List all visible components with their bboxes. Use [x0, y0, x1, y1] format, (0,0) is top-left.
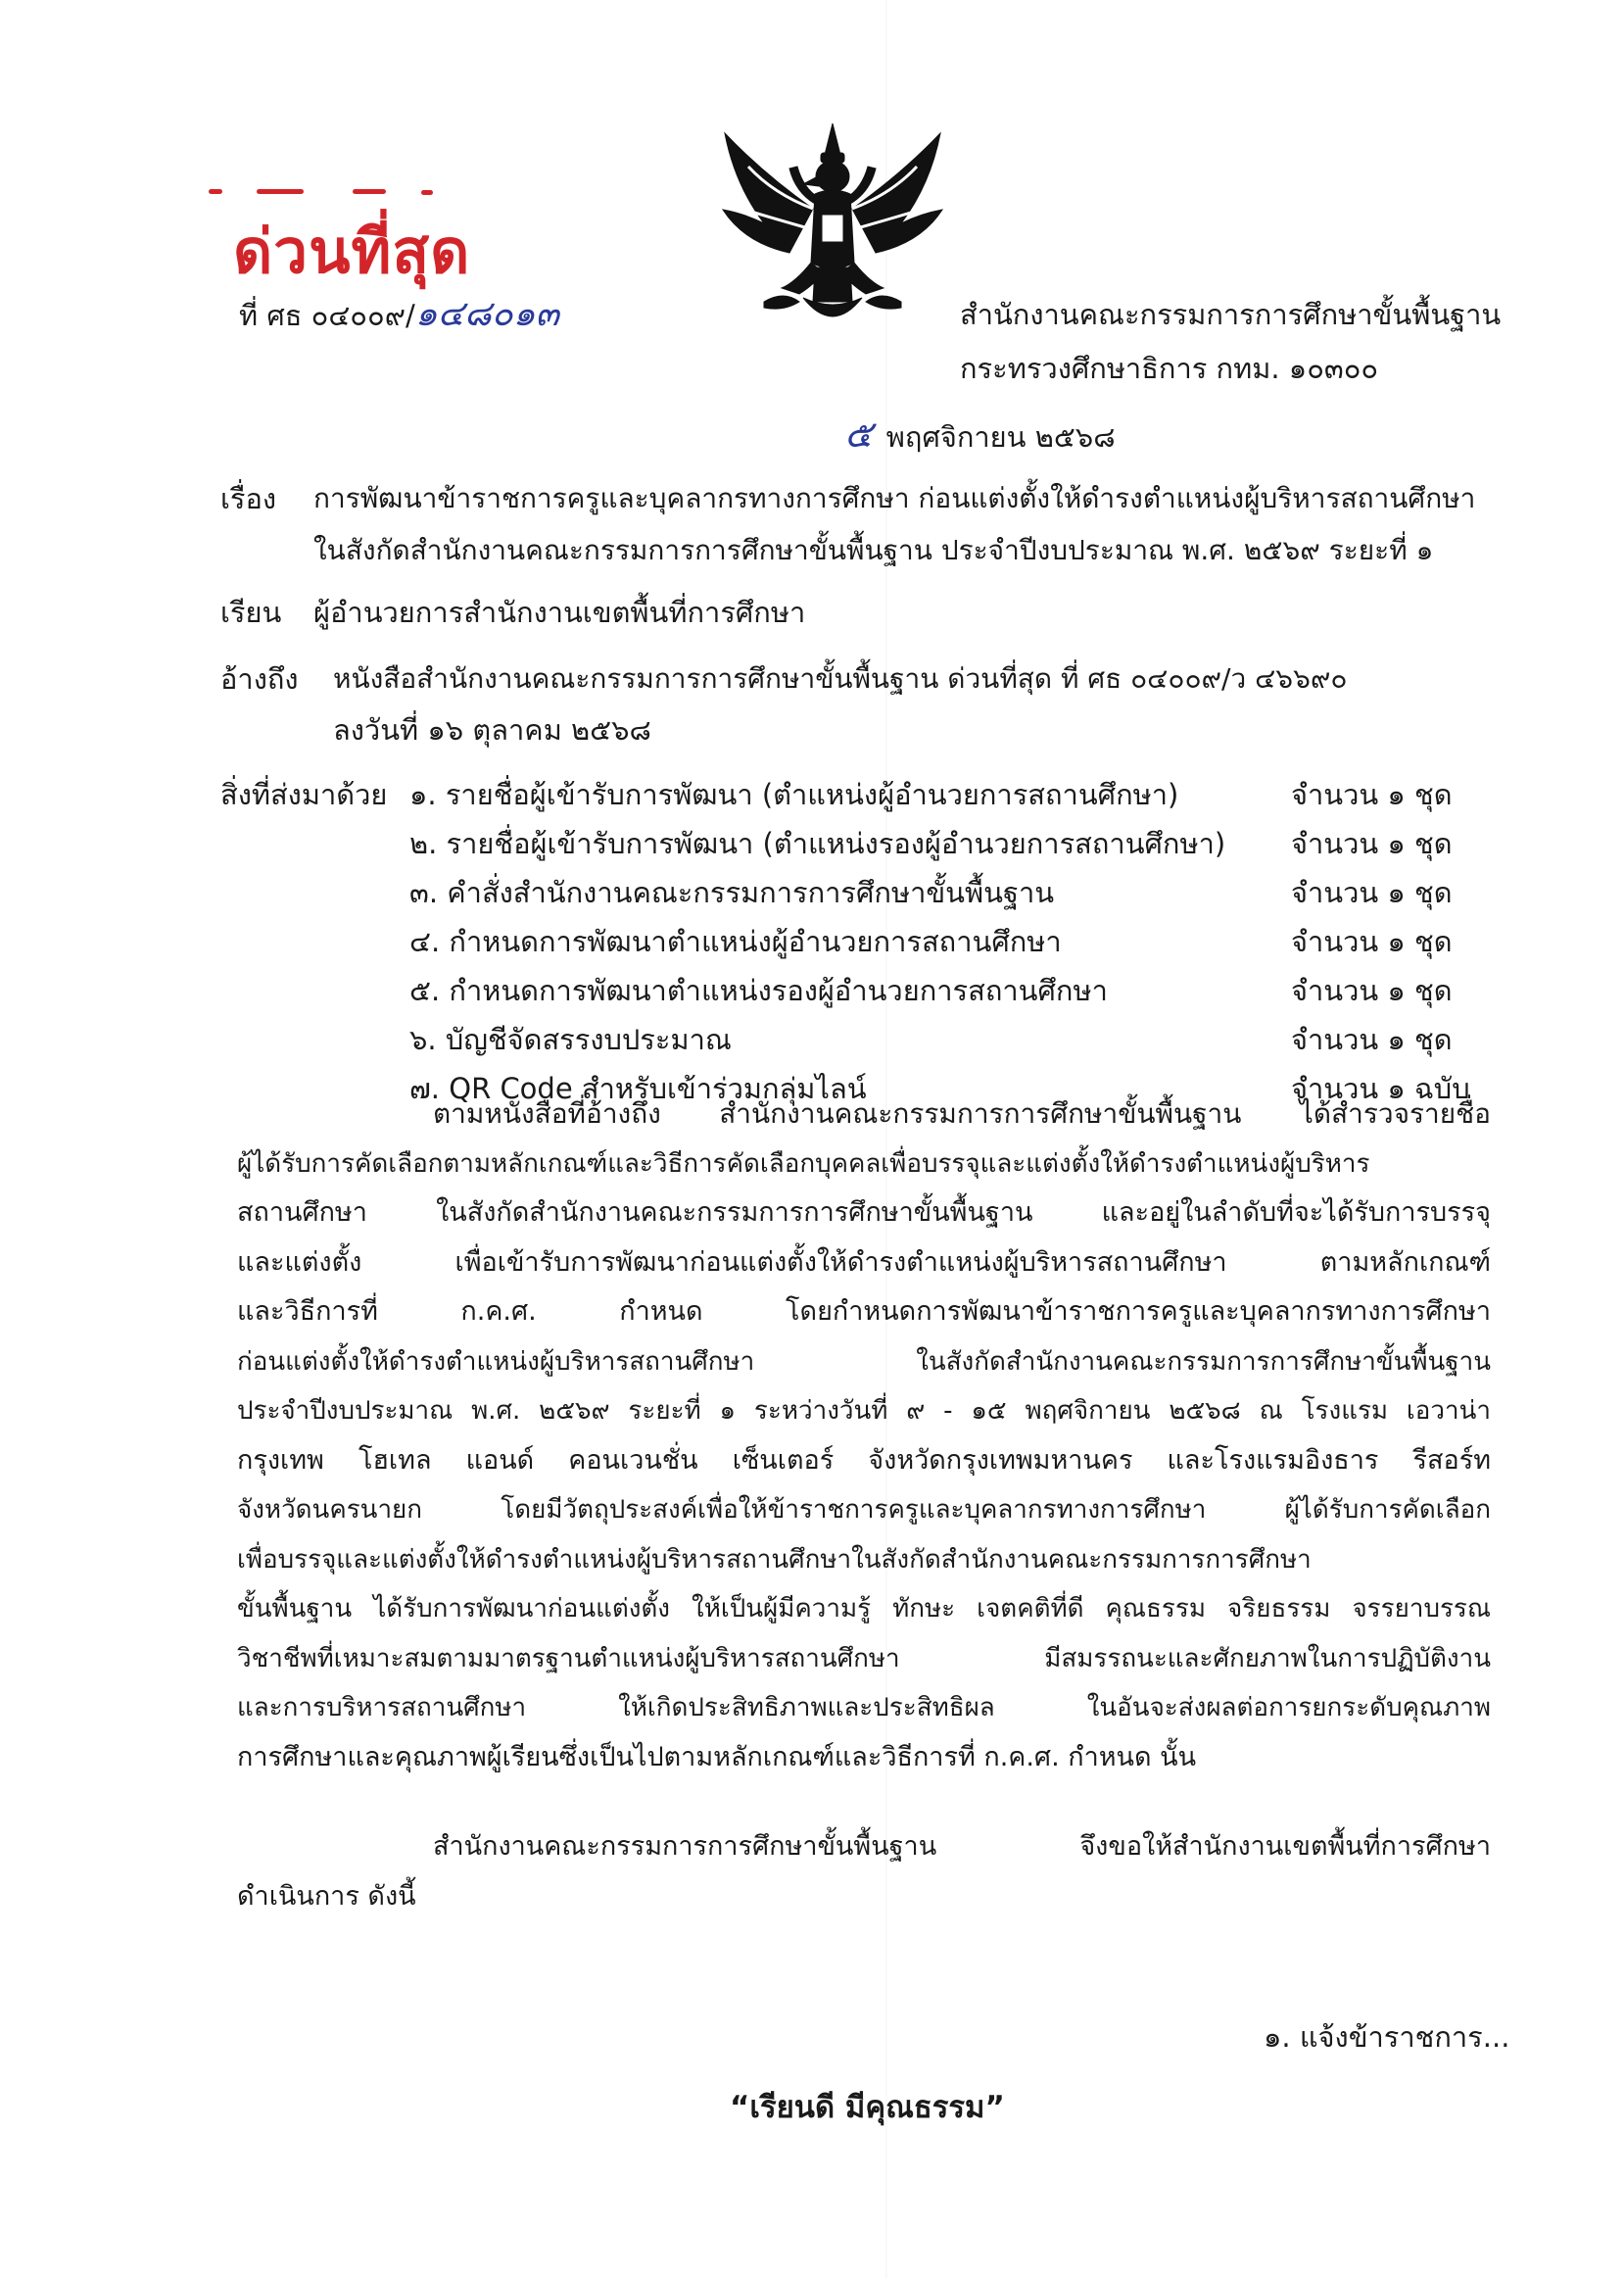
enclosure-qty: จำนวน ๑ ชุด	[1291, 925, 1453, 958]
body-paragraph-1	[237, 1090, 1491, 1782]
enclosure-qty: จำนวน ๑ ฉบับ	[1291, 1072, 1470, 1105]
subject-line-2: ในสังกัดสำนักงานคณะกรรมการการศึกษาขั้นพื้นฐาน ประจำปีงบประมาณ พ.ศ. ๒๕๖๙ ระยะที่ ๑	[313, 534, 1434, 566]
paragraph-line: สำนักงานคณะกรรมการการศึกษาขั้นพื้นฐาน จึงขอให้สำนักงานเขตพื้นที่การศึกษา	[433, 1831, 1491, 1862]
paragraph-line: เพื่อบรรจุและแต่งตั้งให้ดำรงตำแหน่งผู้บริหารสถานศึกษาในสังกัดสำนักงานคณะกรรมการการศึกษา	[237, 1544, 1312, 1575]
enclosure-text: ๑. รายชื่อผู้เข้ารับการพัฒนา (ตำแหน่งผู้อำนวยการสถานศึกษา)	[409, 778, 1179, 811]
urgent-mark-dash	[353, 189, 386, 194]
paragraph-line: ขั้นพื้นฐาน ได้รับการพัฒนาก่อนแต่งตั้ง ให้เป็นผู้มีความรู้ ทักษะ เจตคติที่ดี คุณธรรม จริยธรรม จรรยาบรรณ	[237, 1594, 1491, 1624]
urgent-mark-dash	[209, 189, 222, 194]
recipient-value: ผู้อำนวยการสำนักงานเขตพื้นที่การศึกษา	[313, 596, 806, 629]
agency-address: กระทรวงศึกษาธิการ กทม. ๑๐๓๐๐	[960, 352, 1379, 385]
list-item	[409, 966, 1487, 1015]
enclosure-text: ๖. บัญชีจัดสรรงบประมาณ	[409, 1023, 732, 1056]
slogan: “เรียนดี มีคุณธรรม”	[730, 2090, 1005, 2125]
urgent-mark-dash	[421, 190, 433, 195]
enclosure-text: ๕. กำหนดการพัฒนาตำแหน่งรองผู้อำนวยการสถานศึกษา	[409, 974, 1108, 1007]
paragraph-line: และแต่งตั้ง เพื่อเข้ารับการพัฒนาก่อนแต่งตั้งให้ดำรงตำแหน่งผู้บริหารสถานศึกษา ตามหลักเกณฑ์	[237, 1246, 1491, 1278]
subject-label: เรื่อง	[220, 482, 277, 515]
enclosure-text: ๔. กำหนดการพัฒนาตำแหน่งผู้อำนวยการสถานศึกษา	[409, 925, 1062, 958]
list-item	[409, 1015, 1487, 1064]
list-item	[409, 917, 1487, 966]
date-month-year: พฤศจิกายน ๒๕๖๘	[885, 420, 1116, 454]
paragraph-line: สถานศึกษา ในสังกัดสำนักงานคณะกรรมการการศึกษาขั้นพื้นฐาน และอยู่ในลำดับที่จะได้รับการบรรจุ	[237, 1197, 1491, 1228]
paragraph-line: การศึกษาและคุณภาพผู้เรียนซึ่งเป็นไปตามหลักเกณฑ์และวิธีการที่ ก.ค.ศ. กำหนด นั้น	[237, 1741, 1197, 1772]
continuation-note: ๑. แจ้งข้าราชการ...	[1264, 2020, 1510, 2054]
body-paragraph-2	[237, 1822, 1491, 1921]
paragraph-line: ตามหนังสือที่อ้างถึง สำนักงานคณะกรรมการการศึกษาขั้นพื้นฐาน ได้สำรวจรายชื่อ	[433, 1097, 1491, 1130]
agency-name: สำนักงานคณะกรรมการการศึกษาขั้นพื้นฐาน	[960, 298, 1502, 331]
paragraph-line: ประจำปีงบประมาณ พ.ศ. ๒๕๖๙ ระยะที่ ๑ ระหว่างวันที่ ๙ - ๑๕ พฤศจิกายน ๒๕๖๘ ณ โรงแรม เอวาน่า	[237, 1396, 1491, 1426]
enclosures-label: สิ่งที่ส่งมาด้วย	[220, 778, 388, 811]
subject-line-1: การพัฒนาข้าราชการครูและบุคลากรทางการศึกษา ก่อนแต่งตั้งให้ดำรงตำแหน่งผู้บริหารสถานศึกษา	[313, 482, 1476, 514]
garuda-emblem-icon	[705, 116, 960, 336]
paragraph-line: และการบริหารสถานศึกษา ให้เกิดประสิทธิภาพและประสิทธิผล ในอันจะส่งผลต่อการยกระดับคุณภาพ	[237, 1693, 1491, 1722]
enclosures-list	[409, 770, 1487, 1113]
recipient-label: เรียน	[220, 596, 282, 629]
paragraph-line: และวิธีการที่ ก.ค.ศ. กำหนด โดยกำหนดการพัฒนาข้าราชการครูและบุคลากรทางการศึกษา	[237, 1296, 1491, 1327]
date-day-handwritten: ๕	[844, 412, 873, 456]
paragraph-line: วิชาชีพที่เหมาะสมตามมาตรฐานตำแหน่งผู้บริหารสถานศึกษา มีสมรรถนะและศักยภาพในการปฏิบัติงาน	[237, 1643, 1491, 1673]
reference-line-1: หนังสือสำนักงานคณะกรรมการการศึกษาขั้นพื้นฐาน ด่วนที่สุด ที่ ศธ ๐๔๐๐๙/ว ๔๖๖๙๐	[333, 662, 1348, 695]
document-date	[844, 410, 1116, 461]
enclosure-text: ๗. QR Code สำหรับเข้าร่วมกลุ่มไลน์	[409, 1072, 867, 1105]
enclosure-text: ๓. คำสั่งสำนักงานคณะกรรมการการศึกษาขั้นพื้นฐาน	[409, 876, 1055, 909]
enclosure-qty: จำนวน ๑ ชุด	[1291, 974, 1453, 1007]
paragraph-line: ก่อนแต่งตั้งให้ดำรงตำแหน่งผู้บริหารสถานศึกษา ในสังกัดสำนักงานคณะกรรมการการศึกษาขั้นพื้นฐาน	[237, 1346, 1491, 1377]
urgency-stamp: ด่วนที่สุด	[233, 216, 471, 287]
enclosure-qty: จำนวน ๑ ชุด	[1291, 778, 1453, 811]
document-number-prefix: ที่ ศธ ๐๔๐๐๙/	[239, 299, 415, 332]
enclosure-qty: จำนวน ๑ ชุด	[1291, 876, 1453, 909]
paragraph-line: ผู้ได้รับการคัดเลือกตามหลักเกณฑ์และวิธีการคัดเลือกบุคคลเพื่อบรรจุและแต่งตั้งให้ดำรงตำแหน่งผู้บริหาร	[237, 1148, 1370, 1179]
list-item	[409, 819, 1487, 868]
list-item	[409, 868, 1487, 917]
reference-line-2: ลงวันที่ ๑๖ ตุลาคม ๒๕๖๘	[333, 713, 651, 747]
document-number-handwritten: ๑๔๘๐๑๓	[414, 294, 560, 334]
enclosure-text: ๒. รายชื่อผู้เข้ารับการพัฒนา (ตำแหน่งรองผู้อำนวยการสถานศึกษา)	[409, 827, 1226, 860]
paragraph-line: ดำเนินการ ดังนี้	[237, 1880, 416, 1912]
enclosure-qty: จำนวน ๑ ชุด	[1291, 1023, 1453, 1056]
paragraph-line: กรุงเทพ โฮเทล แอนด์ คอนเวนชั่น เซ็นเตอร์ จังหวัดกรุงเทพมหานคร และโรงแรมอิงธาร รีสอร์ท	[237, 1444, 1491, 1476]
document-number	[239, 290, 559, 340]
paragraph-line: จังหวัดนครนายก โดยมีวัตถุประสงค์เพื่อให้ข้าราชการครูและบุคลากรทางการศึกษา ผู้ได้รับการคัดเลือก	[237, 1495, 1491, 1525]
reference-label: อ้างถึง	[220, 662, 299, 696]
list-item	[409, 770, 1487, 819]
enclosure-qty: จำนวน ๑ ชุด	[1291, 827, 1453, 860]
urgent-mark-dash	[257, 189, 304, 194]
